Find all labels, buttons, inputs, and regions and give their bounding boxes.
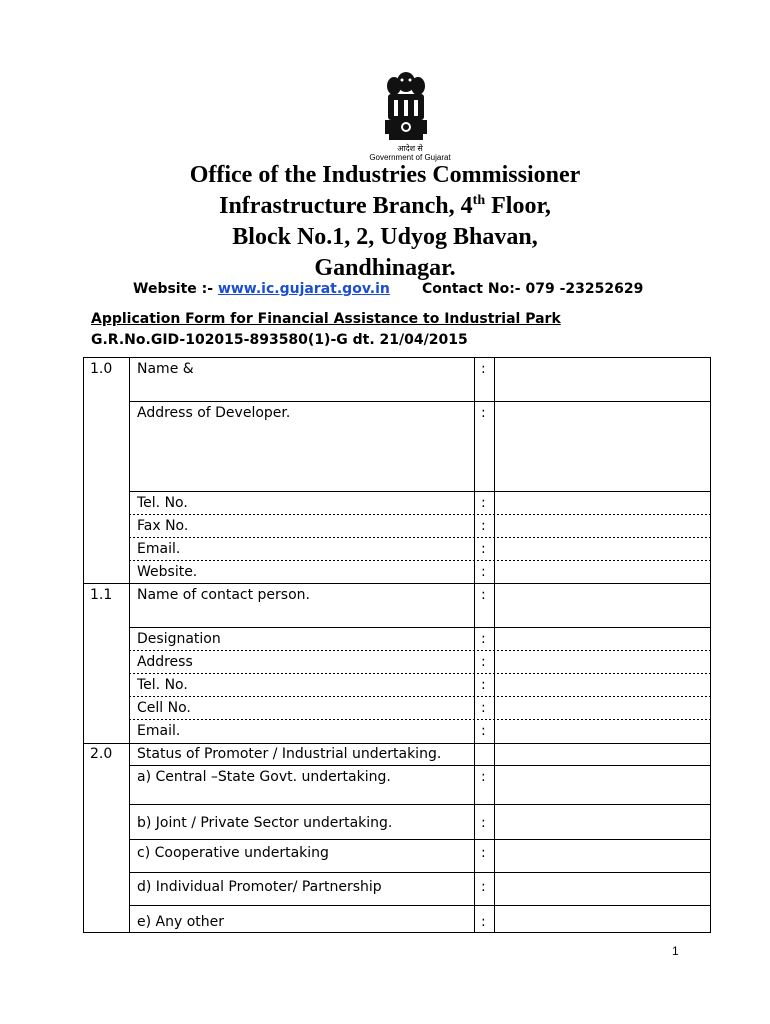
row-label: Name of contact person.	[137, 587, 310, 603]
row-colon: :	[481, 654, 486, 670]
row-label: Fax No.	[137, 518, 189, 534]
row-colon: :	[481, 677, 486, 693]
row-value-field[interactable]	[497, 877, 707, 897]
row-value-field[interactable]	[497, 539, 707, 559]
row-colon: :	[481, 845, 486, 861]
row-colon: :	[481, 879, 486, 895]
row-label: Address	[137, 654, 193, 670]
row-label: Address of Developer.	[137, 405, 291, 421]
row-value-field[interactable]	[497, 629, 707, 649]
row-number: 2.0	[90, 746, 113, 762]
office-city: Gandhinagar.	[314, 255, 456, 281]
office-block: Block No.1, 2, Udyog Bhavan,	[232, 224, 538, 250]
row-value-field[interactable]	[497, 767, 707, 787]
row-label: e) Any other	[137, 914, 225, 930]
row-colon: :	[481, 518, 486, 534]
row-value-field[interactable]	[497, 516, 707, 536]
row-number: 1.1	[90, 587, 113, 603]
row-label: c) Cooperative undertaking	[137, 845, 329, 861]
row-label: Cell No.	[137, 700, 191, 716]
row-label: Website.	[137, 564, 198, 580]
row-colon: :	[481, 564, 486, 580]
website-label: Website :-	[133, 281, 218, 297]
row-label: Tel. No.	[137, 677, 188, 693]
row-value-field[interactable]	[497, 813, 707, 833]
row-value-field[interactable]	[497, 652, 707, 672]
row-value-field[interactable]	[497, 359, 707, 379]
row-colon: :	[481, 495, 486, 511]
row-colon: :	[481, 700, 486, 716]
row-colon: :	[481, 914, 486, 930]
row-value-field[interactable]	[497, 403, 707, 423]
row-label: Email.	[137, 541, 181, 557]
row-colon: :	[481, 769, 486, 785]
row-label: Designation	[137, 631, 221, 647]
row-value-field[interactable]	[497, 585, 707, 605]
row-number: 1.0	[90, 361, 113, 377]
row-label: a) Central –State Govt. undertaking.	[137, 769, 391, 785]
office-title: Office of the Industries Commissioner	[189, 162, 581, 188]
row-colon: :	[481, 587, 486, 603]
row-colon: :	[481, 541, 486, 557]
office-floor: Infrastructure Branch, 4th Floor,	[219, 193, 551, 219]
row-colon: :	[481, 723, 486, 739]
row-label: Status of Promoter / Industrial undertaking.	[137, 746, 442, 762]
row-value-field[interactable]	[497, 843, 707, 863]
form-title: Application Form for Financial Assistance to Industrial Park	[91, 311, 561, 327]
row-colon: :	[481, 361, 486, 377]
row-value-field[interactable]	[497, 675, 707, 695]
row-value-field[interactable]	[497, 912, 707, 932]
row-colon: :	[481, 815, 486, 831]
contact-number: Contact No:- 079 -23252629	[422, 281, 644, 297]
row-label: d) Individual Promoter/ Partnership	[137, 879, 382, 895]
row-value-field[interactable]	[497, 698, 707, 718]
emblem-caption: आदेश से Government of Gujarat	[369, 144, 451, 162]
page-number: 1	[672, 944, 679, 958]
row-label: Name &	[137, 361, 194, 377]
row-value-field[interactable]	[497, 493, 707, 513]
row-label: Tel. No.	[137, 495, 188, 511]
row-value-field[interactable]	[497, 721, 707, 741]
row-colon: :	[481, 631, 486, 647]
row-label: b) Joint / Private Sector undertaking.	[137, 815, 393, 831]
row-label: Email.	[137, 723, 181, 739]
gr-number: G.R.No.GID-102015-893580(1)-G dt. 21/04/2015	[91, 332, 468, 348]
website-link[interactable]: www.ic.gujarat.gov.in	[217, 281, 390, 297]
row-colon: :	[481, 405, 486, 421]
row-value-field[interactable]	[497, 562, 707, 582]
